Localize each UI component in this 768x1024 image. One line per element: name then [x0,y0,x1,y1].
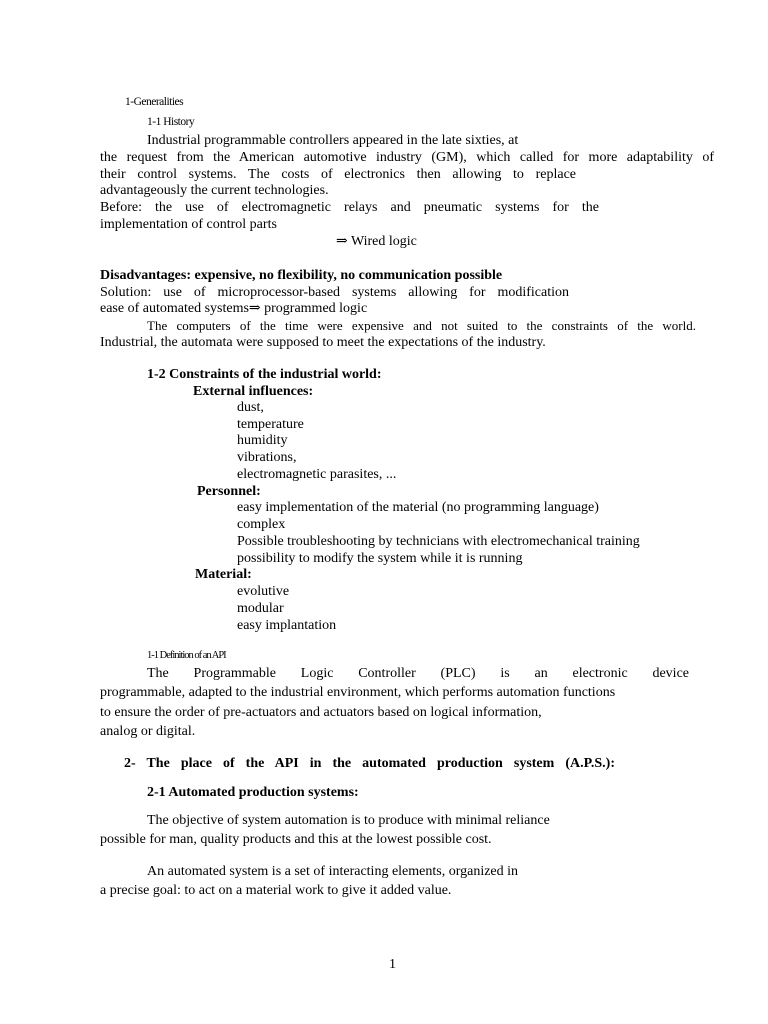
personnel-heading: Personnel: [197,484,261,499]
history-paragraph-line: advantageously the current technologies. [100,183,329,198]
list-item: dust, [237,400,264,415]
section-title-generalities: 1-Generalities [125,96,184,108]
definition-line: to ensure the order of pre-actuators and actuators based on logical information, [100,705,542,720]
objective-line: The objective of system automation is to produce with minimal reliance [147,813,550,828]
list-item: Possible troubleshooting by technicians with electromechanical training [237,534,640,549]
list-item: easy implementation of the material (no programming language) [237,500,599,515]
external-influences-heading: External influences: [193,384,314,399]
material-heading: Material: [195,567,252,582]
disadvantages-line: Disadvantages: expensive, no flexibility, no communication possible [100,268,503,283]
list-item: temperature [237,417,304,432]
subsection-title-history: 1-1 History [147,116,195,128]
list-item: evolutive [237,584,290,599]
wired-logic-line: ⇒ Wired logic [336,234,417,249]
history-paragraph-line: the request from the American automotive industry (GM), which called for more adaptability of [100,150,714,165]
history-paragraph-line: their control systems. The costs of electronics then allowing to replace [100,167,576,182]
objective-line: possible for man, quality products and this at the lowest possible cost. [100,832,492,847]
list-item: vibrations, [237,450,297,465]
section-title-constraints: 1-2 Constraints of the industrial world: [147,367,382,382]
definition-line: programmable, adapted to the industrial environment, which performs automation functions [100,685,616,700]
computers-line: Industrial, the automata were supposed to meet the expectations of the industry. [100,335,546,350]
definition-line: The Programmable Logic Controller (PLC) is an electronic device [147,666,689,681]
list-item: humidity [237,433,288,448]
definition-line: analog or digital. [100,724,196,739]
list-item: electromagnetic parasites, ... [237,467,397,482]
before-line: implementation of control parts [100,217,277,232]
list-item: easy implantation [237,618,337,633]
solution-line: Solution: use of microprocessor-based systems allowing for modification [100,285,569,300]
subsection-title-automated-production: 2-1 Automated production systems: [147,785,359,800]
before-line: Before: the use of electromagnetic relays and pneumatic systems for the [100,200,599,215]
automated-system-line: An automated system is a set of interacting elements, organized in [147,864,519,879]
computers-line: The computers of the time were expensive and not suited to the constraints of the world. [147,318,696,333]
list-item: complex [237,517,286,532]
section-title-place-of-api: 2- The place of the API in the automated production system (A.P.S.): [124,756,615,771]
section-title-definition: 1-1 Definition of an API [147,650,226,661]
page-number: 1 [389,957,396,972]
automated-system-line: a precise goal: to act on a material work to give it added value. [100,883,452,898]
list-item: modular [237,601,284,616]
history-paragraph-line: Industrial programmable controllers appeared in the late sixties, at [147,133,519,148]
list-item: possibility to modify the system while it is running [237,551,523,566]
solution-line: ease of automated systems⇒ programmed logic [100,301,368,316]
